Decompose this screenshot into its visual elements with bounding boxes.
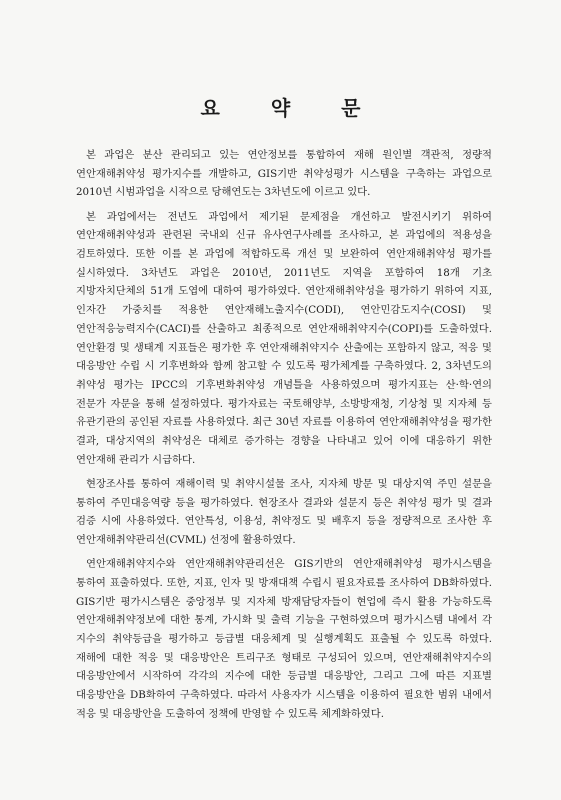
paragraph-methodology: 본 과업에서는 전년도 과업에서 제기된 문제점을 개선하고 발전시키기 위하여 연안재해취약성과 관련된 국내외 신규 유사연구사례를 조사하고, 본 과업에의 적용성을 검토하였다. 또한 이를 본 과업에 적합하도록 개선 및 보완하여 연안재해취약성 평가를 실시하였다. 3차년도 과업은 2010년, 2011년도 지역을 포함하여 18개 기초 지방자치단체의 51개 도엽에 대하여 평가하였다. 연안재해취약성을 평가하기 위하여 지표, 인자간 가중치를 적용한 연안재해노출지수(CODI), 연안민감도지수(COSI) 및 연안적응능력지수(CACI)를 산출하고 최종적으로 연안재해취약지수(COPI)를 도출하였다. 연안환경 및 생태계 지표들은 평가한 후 연안재해취약지수 산출에는 포함하지 않고, 적응 및 대응방안 수립 시 기후변화와 함께 참고할 수 있도록 평가체계를 구축하였다. 2, 3차년도의 취약성 평가는 IPCC의 기후변화취약성 개념틀을 사용하였으며 평가지표는 산·학·연의 전문가 자문을 통해 설정하였다. 평가자료는 국토해양부, 소방방재청, 기상청 및 지자체 등 유관기관의 공인된 자료를 사용하였다. 최근 30년 자료를 이용하여 연안재해취약성을 평가한 결과, 대상지역의 취약성은 대체로 증가하는 경향을 나타내고 있어 이에 대응하기 위한 연안재해 관리가 시급하다. bbox=[76, 210, 492, 466]
paragraph-overview: 본 과업은 분산 관리되고 있는 연안정보를 통합하여 재해 원인별 객관적, 정량적 연안재해취약성 평가지수를 개발하고, GIS기반 취약성평가 시스템을 구축하는 과업으로 2010년 시범과업을 시작으로 당해연도는 3차년도에 이르고 있다. bbox=[76, 149, 492, 199]
page-title: 요 약 문 bbox=[200, 96, 383, 120]
paragraph-gis-system: 연안재해취약지수와 연안재해취약관리선은 GIS기반의 연안재해취약성 평가시스템을 통하여 표출하였다. 또한, 지표, 인자 및 방재대책 수립시 필요자료를 조사하여 DB화하였다. GIS기반 평가시스템은 중앙정부 및 지자체 방재담당자들이 현업에 즉시 활용 가능하도록 연안재해취약정보에 대한 통계, 가시화 및 출력 기능을 구현하였으며 평가시스템 내에서 각 지수의 취약등급을 평가하고 등급별 대응체계 및 실행계획도 표출될 수 있도록 하였다. 재해에 대한 적응 및 대응방안은 트리구조 형태로 구성되어 있으며, 연안재해취약지수의 대응방안에서 시작하여 각각의 지수에 대한 등급별 대응방안, 그리고 그에 따른 지표별 대응방안을 DB화하여 구축하였다. 따라서 사용자가 시스템을 이용하여 필요한 범위 내에서 적응 및 대응방안을 도출하여 정책에 반영할 수 있도록 체계화하였다. bbox=[76, 558, 492, 720]
paragraph-field-survey: 현장조사를 통하여 재해이력 및 취약시설물 조사, 지자체 방문 및 대상지역 주민 설문을 통하여 주민대응역량 등을 평가하였다. 현장조사 결과와 설문지 등은 취약성 평가 및 결과 검증 시에 사용하였다. 연안특성, 이용성, 취약정도 및 배후지 등을 정량적으로 조사한 후 연안재해취약관리선(CVML) 선정에 활용하였다. bbox=[76, 477, 493, 547]
summary-body bbox=[76, 146, 492, 729]
